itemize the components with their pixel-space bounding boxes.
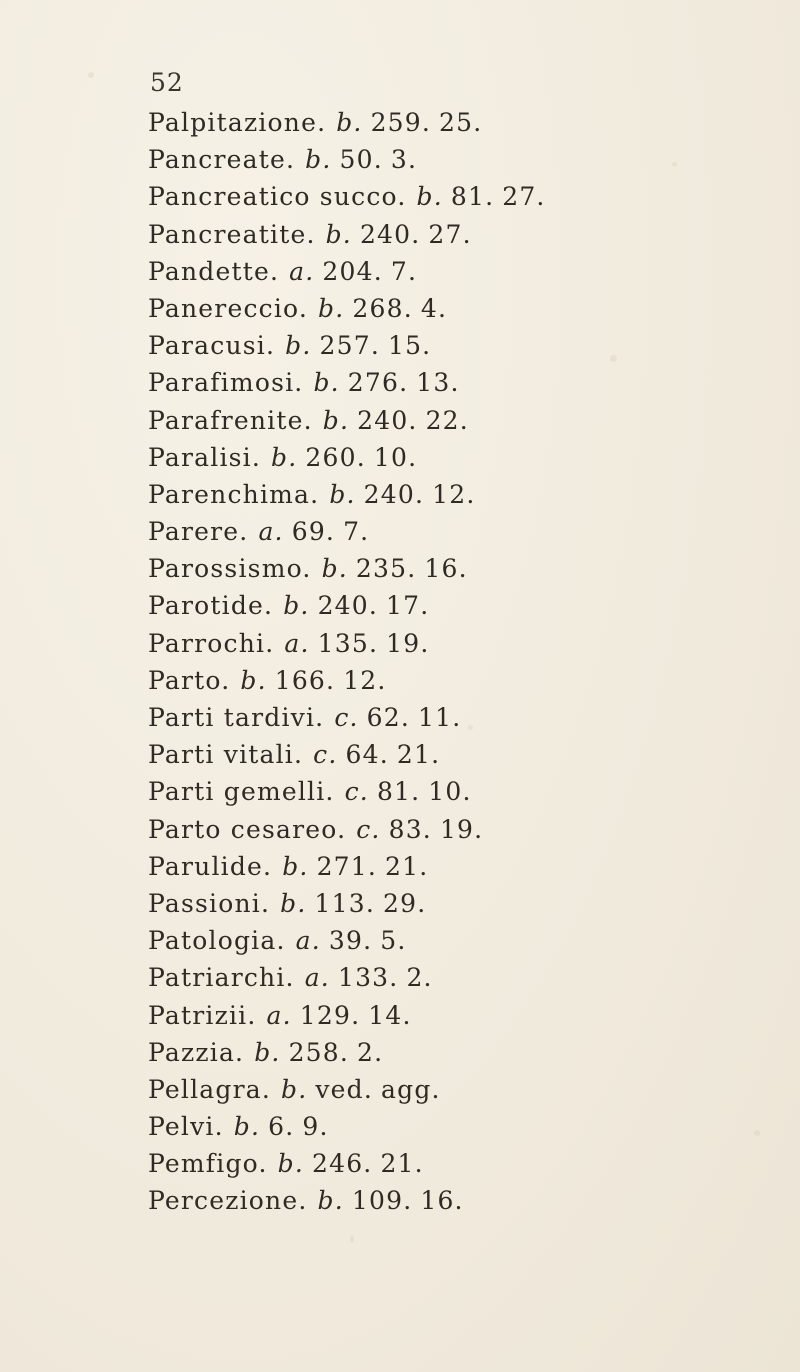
entry-line: 21. (385, 851, 429, 881)
index-entry (148, 885, 788, 922)
entry-volume: b. (282, 851, 309, 881)
index-entry (148, 811, 788, 848)
entry-line: 21. (380, 1149, 424, 1179)
index-entry (148, 439, 788, 476)
entry-page: 62. (366, 703, 411, 732)
index-entry (148, 1182, 788, 1219)
index-entry (148, 253, 788, 290)
paper-stain (88, 72, 94, 78)
entry-page: 109. (351, 1186, 413, 1216)
entry-term: Patriarchi. (148, 963, 295, 993)
entry-line: 16. (420, 1186, 464, 1216)
paper-stain (350, 1235, 354, 1243)
entry-page: 235. (355, 554, 417, 584)
entry-term: Parti tardivi. (148, 703, 325, 732)
entry-volume: b. (325, 219, 352, 249)
entry-volume: c. (356, 814, 381, 844)
index-entry (148, 104, 788, 141)
entry-line: 29. (382, 888, 427, 918)
entry-volume: a. (258, 517, 284, 547)
entry-volume: b. (285, 331, 312, 361)
entry-page: 260. (305, 442, 366, 472)
entry-volume: a. (289, 256, 315, 286)
entry-term: Parere. (148, 517, 249, 547)
index-entry (148, 550, 788, 587)
entry-volume: b. (277, 1149, 304, 1179)
entry-line: 7. (343, 517, 370, 547)
entry-term: Pandette. (148, 256, 280, 286)
entry-volume: b. (254, 1037, 281, 1067)
entry-line: 12. (343, 665, 387, 695)
entry-volume: b. (280, 888, 307, 918)
index-entry (148, 662, 788, 699)
entry-line: 25. (439, 108, 483, 137)
entry-line: 21. (396, 740, 441, 770)
entry-term: Percezione. (148, 1186, 308, 1216)
entry-line: 2. (406, 963, 433, 993)
entry-page: 240. (359, 219, 421, 249)
entry-line: 16. (424, 554, 468, 584)
entry-volume: c. (334, 703, 359, 732)
index-entry (148, 1071, 788, 1108)
entry-page: 64. (345, 740, 389, 770)
entry-line: 7. (390, 256, 418, 286)
index-entry (148, 290, 788, 327)
index-entry (148, 699, 788, 736)
entry-line: 22. (425, 405, 469, 435)
entry-volume: b. (283, 591, 310, 621)
entry-line: 10. (373, 442, 418, 472)
entry-volume: b. (318, 293, 345, 323)
entry-volume: b. (305, 145, 332, 175)
entry-page: 259. (370, 108, 432, 137)
index-entry (148, 178, 788, 215)
entry-term: Panereccio. (148, 293, 309, 323)
entry-page: 204. (322, 256, 383, 286)
entry-line: 2. (357, 1037, 384, 1067)
entry-page: 257. (319, 331, 380, 361)
entry-volume: b. (321, 554, 348, 584)
entry-line: 27. (502, 182, 546, 212)
entry-page: 83. (388, 814, 432, 844)
entry-volume: b. (233, 1112, 261, 1142)
entry-term: Palpitazione. (148, 108, 327, 137)
entry-term: Parafrenite. (148, 405, 313, 435)
entry-line: 5. (380, 926, 407, 956)
entry-line: 11. (418, 703, 462, 732)
entry-line: 4. (420, 293, 448, 323)
entry-term: Parto cesareo. (148, 814, 347, 844)
entry-volume: b. (281, 1074, 308, 1104)
entry-page: 276. (347, 368, 409, 398)
index-list (148, 104, 788, 1220)
entry-term: Paracusi. (148, 331, 276, 361)
entry-term: Paralisi. (148, 442, 262, 472)
entry-term: Pancreate. (148, 145, 296, 175)
entry-term: Parti gemelli. (148, 777, 335, 807)
entry-line: agg. (381, 1074, 441, 1104)
entry-page: 240. (317, 591, 379, 621)
entry-term: Parenchima. (148, 479, 320, 509)
entry-term: Parossismo. (148, 554, 312, 584)
entry-volume: a. (284, 628, 310, 658)
entry-term: Passioni. (148, 888, 271, 918)
entry-term: Parto. (148, 665, 231, 695)
index-entry (148, 997, 788, 1034)
entry-page: 271. (316, 851, 378, 881)
entry-term: Pelvi. (148, 1112, 224, 1142)
entry-line: 14. (368, 1000, 412, 1030)
entry-page: 133. (337, 963, 399, 993)
index-entry (148, 402, 788, 439)
entry-page: ved. (315, 1074, 374, 1104)
entry-term: Parafimosi. (148, 368, 304, 398)
entry-term: Patrizii. (148, 1000, 257, 1030)
entry-volume: c. (313, 740, 338, 770)
entry-page: 258. (288, 1037, 350, 1067)
entry-page: 69. (291, 517, 336, 547)
entry-volume: b. (240, 665, 267, 695)
entry-term: Parrochi. (148, 628, 275, 658)
entry-term: Pazzia. (148, 1037, 245, 1067)
entry-line: 15. (387, 331, 432, 361)
entry-page: 240. (357, 405, 418, 435)
entry-term: Parti vitali. (148, 740, 304, 770)
entry-line: 12. (432, 479, 476, 509)
entry-page: 50. (339, 145, 383, 175)
entry-volume: b. (313, 368, 340, 398)
index-entry (148, 476, 788, 513)
entry-volume: a. (266, 1000, 292, 1030)
entry-term: Pancreatico succo. (148, 182, 407, 212)
entry-page: 135. (317, 628, 379, 658)
entry-term: Pancreatite. (148, 219, 316, 249)
entry-term: Pemfigo. (148, 1149, 268, 1179)
entry-page: 129. (299, 1000, 361, 1030)
entry-line: 27. (428, 219, 472, 249)
entry-page: 39. (328, 926, 373, 956)
entry-volume: b. (329, 479, 356, 509)
index-entry (148, 1145, 788, 1182)
page-number: 52 (150, 68, 184, 97)
entry-page: 6. (268, 1112, 295, 1142)
entry-volume: b. (336, 108, 363, 137)
index-entry (148, 216, 788, 253)
entry-volume: b. (317, 1186, 344, 1216)
index-entry (148, 625, 788, 662)
entry-page: 246. (311, 1149, 373, 1179)
entry-page: 81. (450, 182, 495, 212)
entry-line: 10. (428, 777, 472, 807)
entry-line: 19. (386, 628, 430, 658)
entry-line: 17. (386, 591, 430, 621)
entry-page: 268. (352, 293, 413, 323)
entry-volume: c. (344, 777, 369, 807)
entry-term: Parotide. (148, 591, 274, 621)
entry-volume: b. (322, 405, 350, 435)
entry-line: 3. (390, 145, 418, 175)
entry-line: 19. (439, 814, 484, 844)
entry-line: 9. (302, 1112, 329, 1142)
index-entry (148, 773, 788, 810)
index-entry (148, 141, 788, 178)
entry-page: 81. (376, 777, 421, 807)
index-entry (148, 587, 788, 624)
entry-term: Parulide. (148, 851, 273, 881)
index-entry (148, 364, 788, 401)
entry-volume: b. (416, 182, 443, 212)
entry-page: 113. (314, 888, 375, 918)
entry-volume: a. (295, 926, 321, 956)
index-entry (148, 1034, 788, 1071)
entry-volume: b. (271, 442, 298, 472)
index-entry (148, 736, 788, 773)
entry-page: 240. (363, 479, 425, 509)
index-entry (148, 959, 788, 996)
index-entry (148, 327, 788, 364)
entry-page: 166. (274, 665, 336, 695)
index-entry (148, 848, 788, 885)
entry-line: 13. (416, 368, 460, 398)
index-entry (148, 513, 788, 550)
entry-term: Patologia. (148, 926, 286, 956)
entry-term: Pellagra. (148, 1074, 271, 1104)
entry-volume: a. (304, 963, 330, 993)
index-entry (148, 922, 788, 959)
index-entry (148, 1108, 788, 1145)
